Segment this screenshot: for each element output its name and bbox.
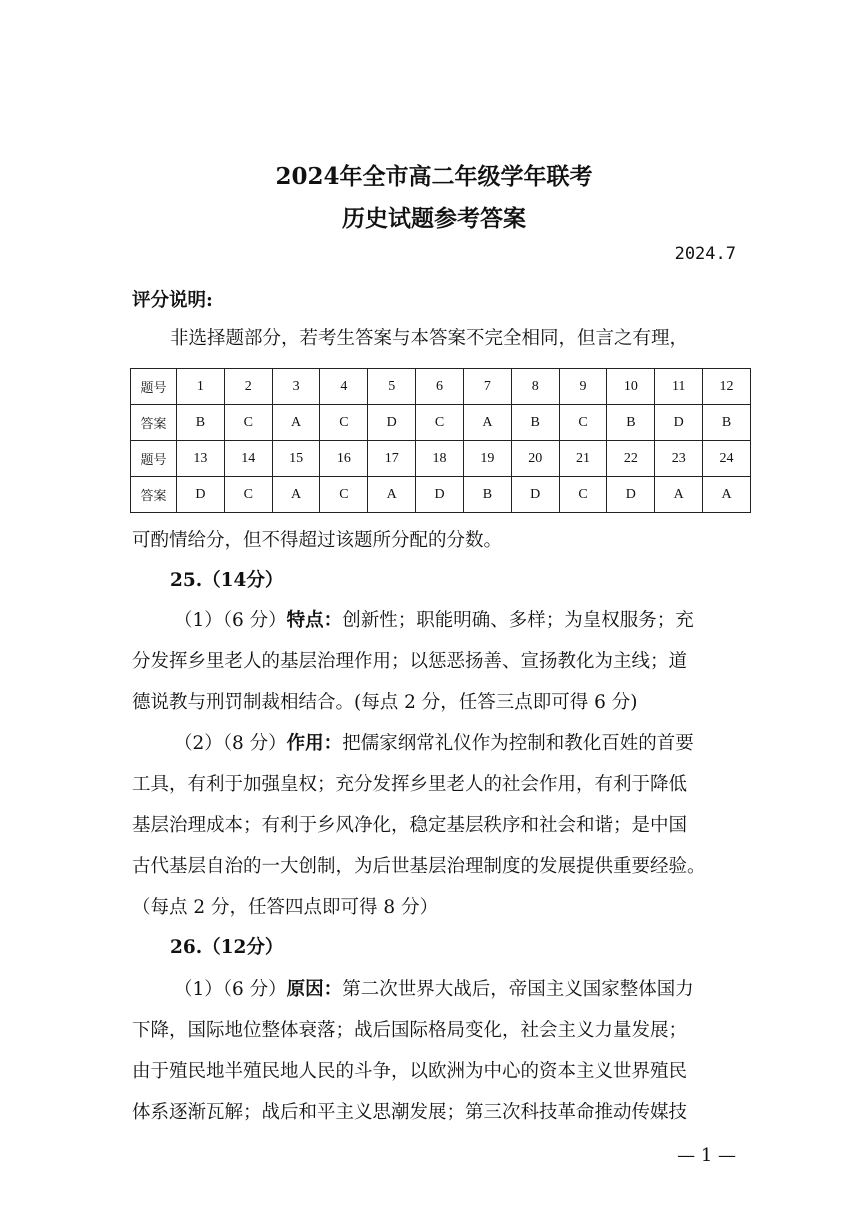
question-number: 13 — [177, 441, 225, 477]
question-number: 15 — [272, 441, 320, 477]
answer-cell: C — [224, 405, 272, 441]
answer-cell: C — [320, 405, 368, 441]
question-number: 7 — [463, 369, 511, 405]
answer-cell: C — [559, 477, 607, 513]
answer-cell: D — [368, 405, 416, 441]
q25-part1-line2: 分发挥乡里老人的基层治理作用；以惩恶扬善、宣扬教化为主线；道 — [132, 651, 688, 672]
answer-text: 把儒家纲常礼仪作为控制和教化百姓的首要 — [342, 733, 694, 754]
question-number: 11 — [655, 369, 703, 405]
question-number: 9 — [559, 369, 607, 405]
question-number: 20 — [511, 441, 559, 477]
q26-part1-line3: 由于殖民地半殖民地人民的斗争，以欧洲为中心的资本主义世界殖民 — [132, 1061, 688, 1082]
question-number: 3 — [272, 369, 320, 405]
question-number: 24 — [703, 441, 751, 477]
answer-cell: B — [607, 405, 655, 441]
keyword: 特点： — [286, 610, 343, 631]
answer-cell: A — [272, 477, 320, 513]
question-26-heading: 26.（12分） — [170, 937, 284, 958]
question-25-heading: 25.（14分） — [170, 570, 284, 591]
q25-part2-line1 — [174, 729, 694, 755]
scoring-text-line1: 非选择题部分，若考生答案与本答案不完全相同，但言之有理， — [170, 328, 689, 349]
question-number: 8 — [511, 369, 559, 405]
page-number: — 1 — — [677, 1145, 736, 1166]
question-number: 23 — [655, 441, 703, 477]
question-number: 19 — [463, 441, 511, 477]
answer-cell: A — [655, 477, 703, 513]
answer-text: 创新性；职能明确、多样；为皇权服务；充 — [342, 610, 694, 631]
answer-cell: C — [224, 477, 272, 513]
table-row-label: 答案 — [131, 405, 177, 441]
part-prefix: （1）（6 分） — [174, 610, 287, 631]
question-number: 22 — [607, 441, 655, 477]
table-row — [131, 405, 751, 441]
q25-part2-line3: 基层治理成本；有利于乡风净化，稳定基层秩序和社会和谐；是中国 — [132, 815, 688, 836]
answer-cell: D — [655, 405, 703, 441]
answer-cell: A — [272, 405, 320, 441]
question-number: 16 — [320, 441, 368, 477]
answer-table — [130, 368, 751, 513]
table-row-label: 题号 — [131, 369, 177, 405]
answer-cell: C — [559, 405, 607, 441]
question-number: 4 — [320, 369, 368, 405]
scoring-heading: 评分说明: — [132, 290, 213, 311]
answer-cell: D — [511, 477, 559, 513]
question-number: 21 — [559, 441, 607, 477]
question-number: 12 — [703, 369, 751, 405]
question-number: 6 — [416, 369, 464, 405]
part-prefix: （1）（6 分） — [174, 979, 287, 1000]
question-number: 5 — [368, 369, 416, 405]
keyword: 作用： — [286, 733, 343, 754]
table-row — [131, 441, 751, 477]
question-number: 2 — [224, 369, 272, 405]
page-subtitle: 历史试题参考答案 — [342, 205, 526, 232]
answer-cell: A — [368, 477, 416, 513]
answer-cell: B — [511, 405, 559, 441]
answer-cell: C — [320, 477, 368, 513]
q25-part1-line1 — [174, 606, 694, 632]
q25-part2-line4: 古代基层自治的一大创制，为后世基层治理制度的发展提供重要经验。 — [132, 856, 706, 877]
table-row-label: 题号 — [131, 441, 177, 477]
answer-cell: B — [703, 405, 751, 441]
q26-part1-line1 — [174, 975, 694, 1001]
q25-part2-line2: 工具，有利于加强皇权；充分发挥乡里老人的社会作用，有利于降低 — [132, 774, 688, 795]
answer-cell: D — [607, 477, 655, 513]
page-title: 2024年全市高二年级学年联考 — [275, 163, 593, 190]
answer-cell: C — [416, 405, 464, 441]
question-number: 18 — [416, 441, 464, 477]
answer-cell: B — [177, 405, 225, 441]
q25-part2-line5: （每点 2 分，任答四点即可得 8 分） — [132, 897, 439, 918]
question-number: 14 — [224, 441, 272, 477]
document-date: 2024.7 — [674, 244, 736, 264]
q25-part1-line3: 德说教与刑罚制裁相结合。(每点 2 分，任答三点即可得 6 分) — [132, 692, 638, 713]
answer-cell: A — [703, 477, 751, 513]
answer-cell: D — [416, 477, 464, 513]
keyword: 原因： — [286, 979, 343, 1000]
scoring-text-line2: 可酌情给分，但不得超过该题所分配的分数。 — [132, 530, 503, 551]
answer-cell: D — [177, 477, 225, 513]
answer-text: 第二次世界大战后，帝国主义国家整体国力 — [342, 979, 694, 1000]
answer-cell: B — [463, 477, 511, 513]
answer-cell: A — [463, 405, 511, 441]
question-number: 17 — [368, 441, 416, 477]
table-row-label: 答案 — [131, 477, 177, 513]
q26-part1-line4: 体系逐渐瓦解；战后和平主义思潮发展；第三次科技革命推动传媒技 — [132, 1102, 688, 1123]
part-prefix: （2）（8 分） — [174, 733, 287, 754]
table-row — [131, 369, 751, 405]
q26-part1-line2: 下降，国际地位整体衰落；战后国际格局变化，社会主义力量发展； — [132, 1020, 688, 1041]
question-number: 1 — [177, 369, 225, 405]
question-number: 10 — [607, 369, 655, 405]
table-row — [131, 477, 751, 513]
